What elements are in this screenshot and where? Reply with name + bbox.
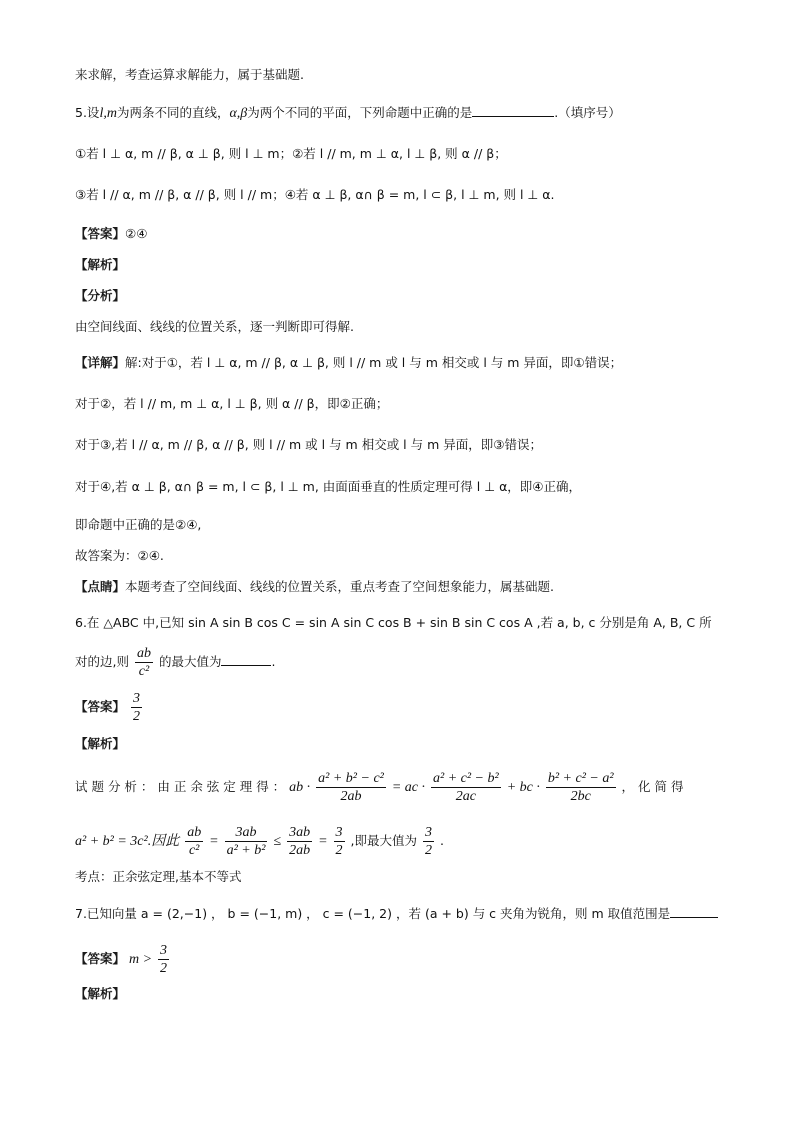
question-6-line-2: 对的边,则 $\frac{ab}{\text{c²}}$ 的最大值为 . xyxy=(75,646,276,679)
detail-tag: 【详解】 xyxy=(75,355,126,370)
q5-lines: l,m xyxy=(99,106,117,121)
q5-detail-1: 【详解】解:对于①，若 l ⊥ α, m // β, α ⊥ β, 则 l // m 或 l 与 m 相交或 l 与 m 异面，即①错误； xyxy=(75,355,623,370)
answer-blank xyxy=(221,653,271,666)
fenxi-tag: 【分析】 xyxy=(75,288,126,303)
q5-text: 为两条不同的直线， xyxy=(116,105,230,120)
q5-detail-6: 故答案为：②④. xyxy=(75,548,164,563)
analysis-tag: 【解析】 xyxy=(75,986,126,1001)
q6-solution-1: 试 题 分 析 ： 由 正 余 弦 定 理 得 ： ab · $\frac{\text{a² + b² − c²}}{2ab}$ = ac · $\frac{\text{a² + c² − b²}}{2ac}$ + bc · $\frac{\text{b² + c² − a²}}{2bc}$ ， 化 简 得 xyxy=(75,771,684,804)
answer-text: ②④ xyxy=(125,226,148,241)
q5-planes: α,β xyxy=(229,106,248,121)
question-6-line-1: 6.在 △ABC 中,已知 sin A sin B cos C = sin A sin C cos B + sin B sin C cos A ,若 a, b, c 分别是角 A, B, C 所 xyxy=(75,615,712,630)
fraction: $\frac{\text{a² + b² − c²}}{2ab}$ xyxy=(318,771,384,804)
q7-answer: 【答案】 m > $\frac{3}{2}$ xyxy=(75,943,168,976)
q5-number: 5.设 xyxy=(75,105,100,120)
q5-text: 为两个不同的平面，下列命题中正确的是 xyxy=(247,105,473,120)
q5-detail-4: 对于④,若 α ⊥ β, α∩ β = m, l ⊂ β, l ⊥ m, 由面面垂直的性质定理可得 l ⊥ α，即④正确， xyxy=(75,479,582,494)
fraction: $\frac{3}{2}$ xyxy=(335,825,343,858)
q5-detail-3: 对于③,若 l // α, m // β, α // β, 则 l // m 或 l 与 m 相交或 l 与 m 异面，即③错误； xyxy=(75,437,542,452)
comment-tag: 【点睛】 xyxy=(75,579,126,594)
fraction: $\frac{3}{2}$ xyxy=(133,691,140,724)
question-5 xyxy=(75,104,734,123)
text-line: 来求解，考查运算求解能力，属于基础题. xyxy=(75,67,304,82)
analysis-tag: 【解析】 xyxy=(75,257,126,272)
analysis-tag: 【解析】 xyxy=(75,736,126,751)
fraction: $\frac{ab}{\text{c²}}$ xyxy=(187,825,202,858)
fraction: $\frac{\text{a² + c² − b²}}{2ac}$ xyxy=(433,771,499,804)
q5-options-1: ①若 l ⊥ α, m // β, α ⊥ β, 则 l ⊥ m；②若 l // m, m ⊥ α, l ⊥ β, 则 α // β； xyxy=(75,146,507,161)
q6-answer: 【答案】 $\frac{3}{2}$ xyxy=(75,691,140,724)
q5-fenxi: 由空间线面、线线的位置关系，逐一判断即可得解. xyxy=(75,319,354,334)
q5-options-2: ③若 l // α, m // β, α // β, 则 l // m；④若 α ⊥ β, α∩ β = m, l ⊂ β, l ⊥ m, 则 l ⊥ α. xyxy=(75,187,555,202)
q5-text: .（填序号） xyxy=(554,105,621,120)
fraction: $\frac{3}{2}$ xyxy=(424,825,432,858)
q5-comment: 【点睛】本题考查了空间线面、线线的位置关系，重点考查了空间想象能力，属基础题. xyxy=(75,579,554,594)
question-7: 7.已知向量 a = (2,−1) ， b = (−1, m) ， c = (−1, 2) ，若 (a + b) 与 c 夹角为锐角，则 m 取值范围是 xyxy=(75,905,734,923)
q5-answer xyxy=(75,225,734,243)
q5-detail-2: 对于②，若 l // m, m ⊥ α, l ⊥ β, 则 α // β，即②正确； xyxy=(75,396,389,411)
answer-tag: 【答案】 xyxy=(75,226,126,241)
fraction: $\frac{3}{2}$ xyxy=(160,943,168,976)
answer-blank xyxy=(472,104,554,117)
fraction: $\frac{3ab}{\text{a² + b²}}$ xyxy=(226,825,266,858)
fraction: $\frac{\text{b² + c² − a²}}{2bc}$ xyxy=(547,771,614,804)
q6-kaodian: 考点：正余弦定理,基本不等式 xyxy=(75,869,242,884)
answer-blank xyxy=(670,905,718,918)
q5-detail-5: 即命题中正确的是②④, xyxy=(75,517,202,532)
fraction: $\frac{ab}{\text{c²}}$ xyxy=(136,646,151,679)
q6-solution-2: a² + b² = 3c².因此 $\frac{ab}{\text{c²}}$ = $\frac{3ab}{\text{a² + b²}}$ ≤ $\frac{3ab}{2ab}$ = $\frac{3}{2}$ ,即最大值为 $\frac{3}{2}$ . xyxy=(75,825,444,858)
fraction: $\frac{3ab}{2ab}$ xyxy=(289,825,311,858)
